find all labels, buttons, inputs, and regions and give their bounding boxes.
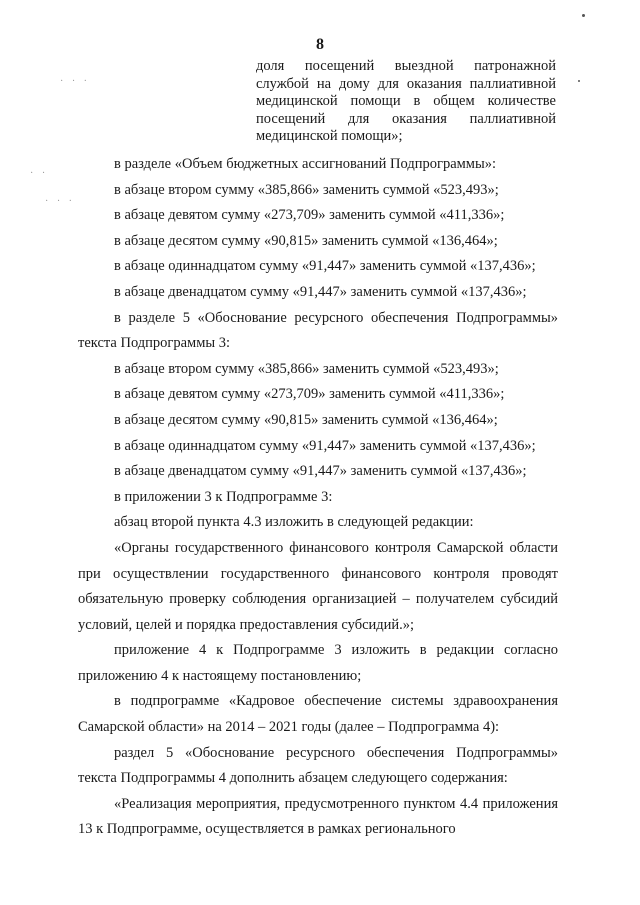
paragraph-3: в абзаце девятом сумму «273,709» заменить суммой «411,336»; <box>114 207 505 224</box>
paragraph-13: в приложении 3 к Подпрограмме 3: <box>114 488 333 505</box>
paragraph-9: в абзаце девятом сумму «273,709» заменить суммой «411,336»; <box>114 386 505 403</box>
paragraph-11: в абзаце одиннадцатом сумму «91,447» заменить суммой «137,436»; <box>114 437 536 454</box>
paragraph-7: в разделе 5 «Обоснование ресурсного обеспечения Подпрограммы» текста Подпрограммы 3: <box>78 309 558 352</box>
paragraph-17: в подпрограмме «Кадровое обеспечение системы здравоохранения Самарской области» на 2014 – 2021 годы (далее – Подпрограмма 4): <box>78 693 558 736</box>
paragraph-15: «Органы государственного финансового контроля Самарской области при осуществлении государственного финансового контроля проводят обязательную проверку соблюдения организацией – получателем субсидий условий, целей и порядка предоставления субсидий.»; <box>78 539 558 633</box>
paragraph-12: в абзаце двенадцатом сумму «91,447» заменить суммой «137,436»; <box>114 463 527 480</box>
scan-speckles: · · <box>30 168 49 179</box>
paragraph-6: в абзаце двенадцатом сумму «91,447» заменить суммой «137,436»; <box>114 283 527 300</box>
paragraph-4: в абзаце десятом сумму «90,815» заменить суммой «136,464»; <box>114 232 498 249</box>
scan-speckles: · · · <box>60 76 90 87</box>
paragraph-19: «Реализация мероприятия, предусмотренного пунктом 4.4 приложения 13 к Подпрограмме, осуществляется в рамках регионального <box>78 795 558 838</box>
paragraph-8: в абзаце втором сумму «385,866» заменить суммой «523,493»; <box>114 360 499 377</box>
paragraph-18: раздел 5 «Обоснование ресурсного обеспечения Подпрограммы» текста Подпрограммы 4 дополнить абзацем следующего содержания: <box>78 744 558 787</box>
paragraph-5: в абзаце одиннадцатом сумму «91,447» заменить суммой «137,436»; <box>114 258 536 275</box>
document-body <box>78 152 558 843</box>
page-number: 8 <box>316 36 324 53</box>
indicator-text: доля посещений выездной патронажной службой на дому для оказания паллиативной медицинской помощи в общем количестве посещений для оказания паллиативной медицинской помощи»; <box>256 58 556 144</box>
paragraph-1: в разделе «Объем бюджетных ассигнований Подпрограммы»: <box>114 156 496 172</box>
scan-speckles: · · · <box>45 196 75 207</box>
paragraph-16: приложение 4 к Подпрограмме 3 изложить в редакции согласно приложению 4 к настоящему постановлению; <box>78 642 558 684</box>
paragraph-14: абзац второй пункта 4.3 изложить в следующей редакции: <box>114 514 474 531</box>
scan-dot <box>582 14 585 17</box>
paragraph-10: в абзаце десятом сумму «90,815» заменить суммой «136,464»; <box>114 411 498 428</box>
paragraph-2: в абзаце втором сумму «385,866» заменить суммой «523,493»; <box>114 181 499 198</box>
scan-dot <box>578 80 580 82</box>
